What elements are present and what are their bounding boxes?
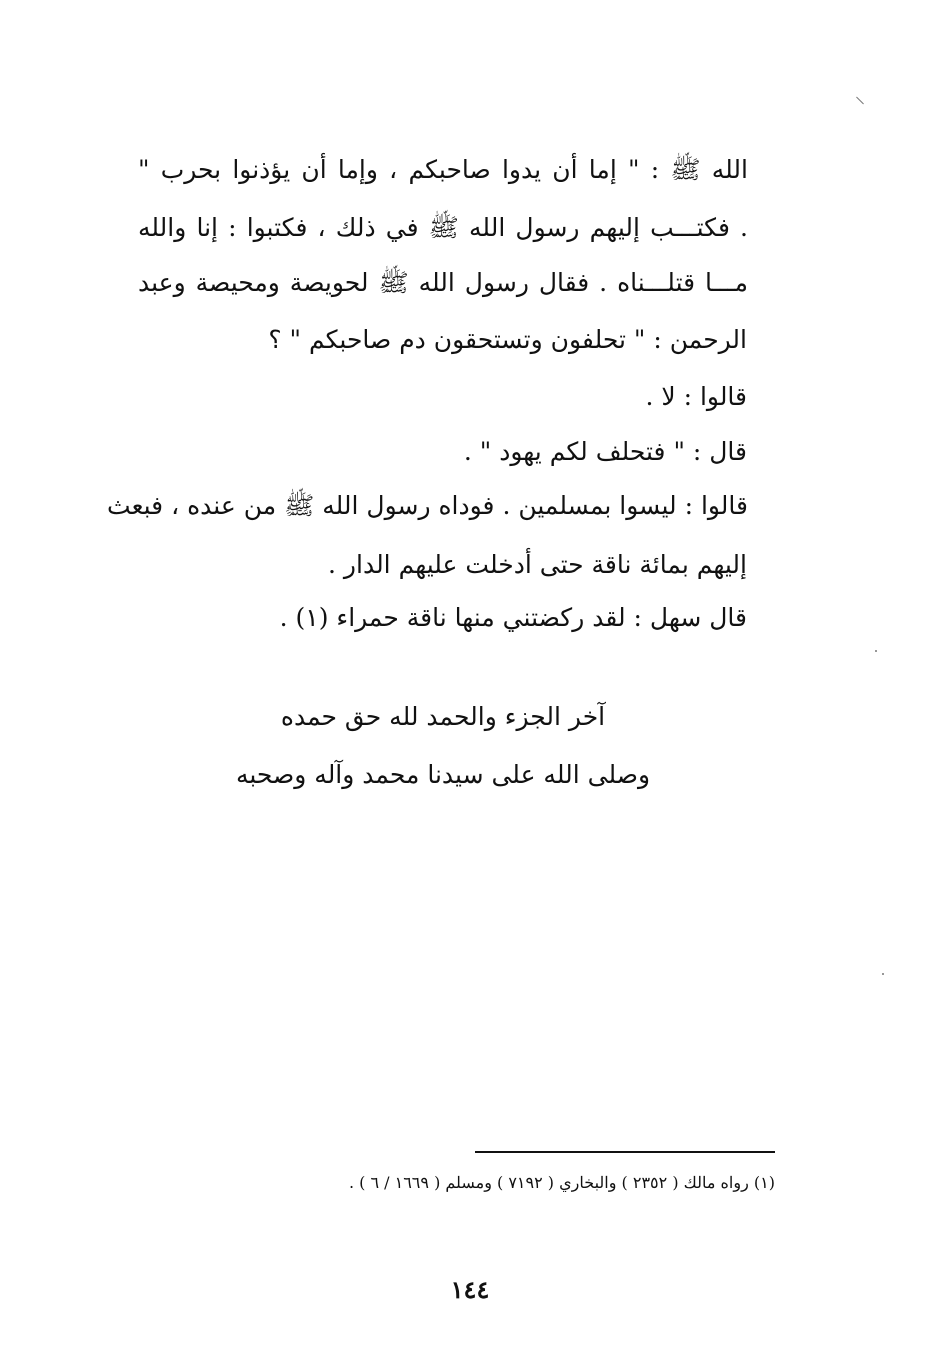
body-line-7: قالوا : ليسوا بمسلمين . فوداه رسول الله ﷺ من عنده ، فبعث xyxy=(107,491,748,520)
body-line-8: إليهم بمائة ناقة حتى أدخلت عليهم الدار . xyxy=(328,550,747,579)
scan-dot xyxy=(882,973,884,975)
body-line-1: الله ﷺ : " إما أن يدوا صاحبكم ، وإما أن يؤذنوا بحرب " xyxy=(138,155,748,184)
body-line-5: قالوا : لا . xyxy=(645,382,747,411)
body-line-3: مـــا قتلـــناه . فقال رسول الله ﷺ لحويصة ومحيصة وعبد xyxy=(138,268,748,297)
body-line-2: . فكتـــب إليهم رسول الله ﷺ في ذلك ، فكتبوا : إنا والله xyxy=(138,213,748,242)
body-line-6: قال : " فتحلف لكم يهود " . xyxy=(463,437,747,466)
page-number: ١٤٤ xyxy=(450,1275,490,1304)
scan-dot xyxy=(875,650,877,652)
closing-line-1: آخر الجزء والحمد لله حق حمده xyxy=(280,702,606,731)
body-line-4: الرحمن : " تحلفون وتستحقون دم صاحبكم " ؟ xyxy=(268,325,747,354)
footnote-separator xyxy=(475,1151,775,1153)
body-line-9: قال سهل : لقد ركضتني منها ناقة حمراء (١) . xyxy=(279,603,747,632)
footnote: (١) رواه مالك ( ٢٣٥٢ ) والبخاري ( ٧١٩٢ ) ومسلم ( ١٦٦٩ / ٦ ) . xyxy=(348,1173,775,1192)
closing-line-2: وصلى الله على سيدنا محمد وآله وصحبه xyxy=(235,760,651,789)
scan-mark xyxy=(856,97,864,105)
